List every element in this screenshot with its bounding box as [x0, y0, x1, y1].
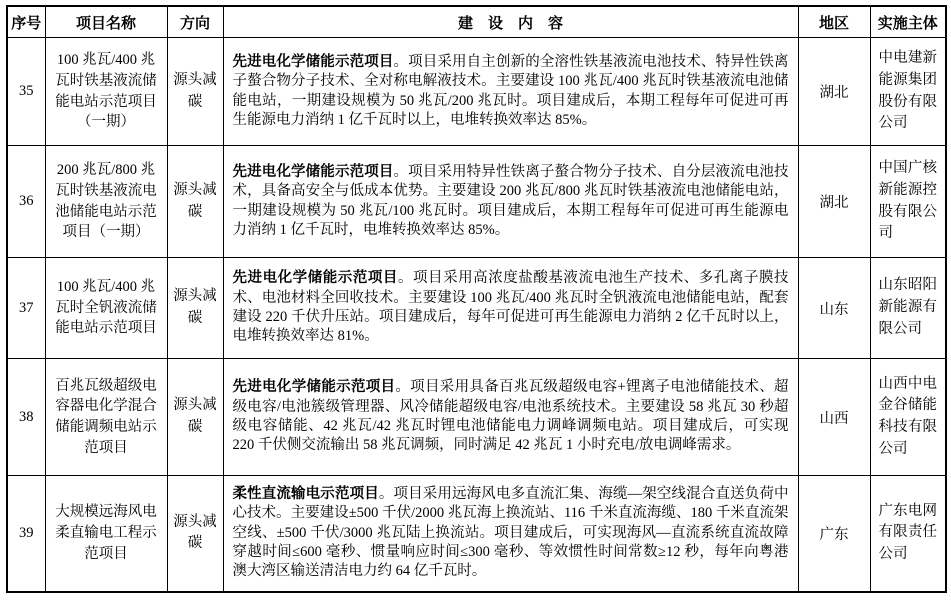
cell-entity: 山东昭阳新能源有限公司 — [870, 258, 946, 359]
content-lead: 先进电化学储能示范项目 — [232, 53, 394, 70]
cell-no: 38 — [7, 359, 45, 476]
cell-entity: 山西中电金谷储能科技有限公司 — [870, 359, 946, 476]
header-region: 地区 — [798, 6, 870, 38]
table-row — [7, 146, 946, 258]
table-row — [7, 258, 946, 359]
cell-project-name: 200 兆瓦/800 兆瓦时铁基液流电池储能电站示范项目（一期） — [45, 146, 167, 258]
content-lead: 先进电化学储能示范项目 — [232, 379, 396, 396]
cell-content — [223, 476, 798, 592]
content-lead: 柔性直流输电示范项目 — [232, 486, 379, 503]
cell-no: 37 — [7, 258, 45, 359]
cell-direction: 源头减碳 — [167, 258, 223, 359]
header-content: 建 设 内 容 — [223, 6, 798, 38]
content-lead: 先进电化学储能示范项目 — [232, 270, 398, 287]
cell-no: 35 — [7, 38, 45, 146]
cell-region: 湖北 — [798, 38, 870, 146]
cell-entity: 中电建新能源集团股份有限公司 — [870, 38, 946, 146]
header-no: 序号 — [7, 6, 45, 38]
cell-content — [223, 359, 798, 476]
content-body: 。项目采用高浓度盐酸基液流电池生产技术、多孔离子膜技术、电池材料全回收技术。主要建设 100 兆瓦/400 兆瓦时全钒液流电池储能电站，配套建设 220 千伏升压站。项目建成后，每年可促进可再生能源电力消纳 2 亿千瓦时以上，电堆转换效率达 81%。 — [232, 270, 789, 345]
cell-content — [223, 146, 798, 258]
cell-no: 39 — [7, 476, 45, 592]
cell-direction: 源头减碳 — [167, 476, 223, 592]
cell-entity: 广东电网有限责任公司 — [870, 476, 946, 592]
cell-content — [223, 258, 798, 359]
cell-direction: 源头减碳 — [167, 38, 223, 146]
cell-project-name: 百兆瓦级超级电容器电化学混合储能调频电站示范项目 — [45, 359, 167, 476]
cell-direction: 源头减碳 — [167, 146, 223, 258]
projects-table — [6, 5, 947, 593]
cell-project-name: 100 兆瓦/400 兆瓦时铁基液流储能电站示范项目（一期） — [45, 38, 167, 146]
header-project-name: 项目名称 — [45, 6, 167, 38]
cell-content — [223, 38, 798, 146]
content-body: 。项目采用自主创新的全溶性铁基液流电池技术、特异性铁离子螯合物分子技术、全对称电解液技术。主要建设 100 兆瓦/400 兆瓦时铁基液流电池储能电站，一期建设规模为 50 兆瓦/200 兆瓦时。项目建成后，本期工程每年可促进可再生能源电力消纳 1 亿千瓦时以上，电堆转换效率达 85%。 — [232, 53, 789, 128]
cell-no: 36 — [7, 146, 45, 258]
cell-direction: 源头减碳 — [167, 359, 223, 476]
table-row — [7, 359, 946, 476]
cell-project-name: 100 兆瓦/400 兆瓦时全钒液流储能电站示范项目 — [45, 258, 167, 359]
header-direction: 方向 — [167, 6, 223, 38]
table-row — [7, 476, 946, 592]
content-body: 。项目采用特异性铁离子螯合物分子技术、自分层液流电池技术，具备高安全与低成本优势。主要建设 200 兆瓦/800 兆瓦时铁基液流电池储能电站，一期建设规模为 50 兆瓦/100 兆瓦时。项目建成后，本期工程每年可促进可再生能源电力消纳 1 亿千瓦时，电堆转换效率达 85%。 — [232, 163, 789, 238]
cell-project-name: 大规模远海风电柔直输电工程示范项目 — [45, 476, 167, 592]
header-entity: 实施主体 — [870, 6, 946, 38]
content-body: 。项目采用远海风电多直流汇集、海缆—架空线混合直送负荷中心技术。主要建设±500 千伏/2000 兆瓦海上换流站、116 千米直流海缆、180 千米直流架空线、±500 千伏/3000 兆瓦陆上换流站。项目建成后，可实现海风—直流系统直流故障穿越时间≤600 毫秒、惯量响应时间≤300 毫秒、等效惯性时间常数≥12 秒，每年向粤港澳大湾区输送清洁电力约 64 亿千瓦时。 — [232, 486, 789, 580]
cell-region: 湖北 — [798, 146, 870, 258]
table-header-row — [7, 6, 946, 38]
table-row — [7, 38, 946, 146]
content-body: 。项目采用具备百兆瓦级超级电容+锂离子电池储能技术、超级电容/电池簇级管理器、风冷储能超级电容/电池系统技术。主要建设 58 兆瓦 30 秒超级电容储能、42 兆瓦/42 兆瓦时锂电池储能电力调峰调频电站。项目建成后，可实现 220 千伏侧交流输出 58 兆瓦调频，同时满足 42 兆瓦 1 小时充电/放电调峰需求。 — [232, 379, 789, 454]
content-lead: 先进电化学储能示范项目 — [232, 163, 394, 180]
cell-region: 山西 — [798, 359, 870, 476]
cell-region: 山东 — [798, 258, 870, 359]
cell-entity: 中国广核新能源控股有限公司 — [870, 146, 946, 258]
cell-region: 广东 — [798, 476, 870, 592]
